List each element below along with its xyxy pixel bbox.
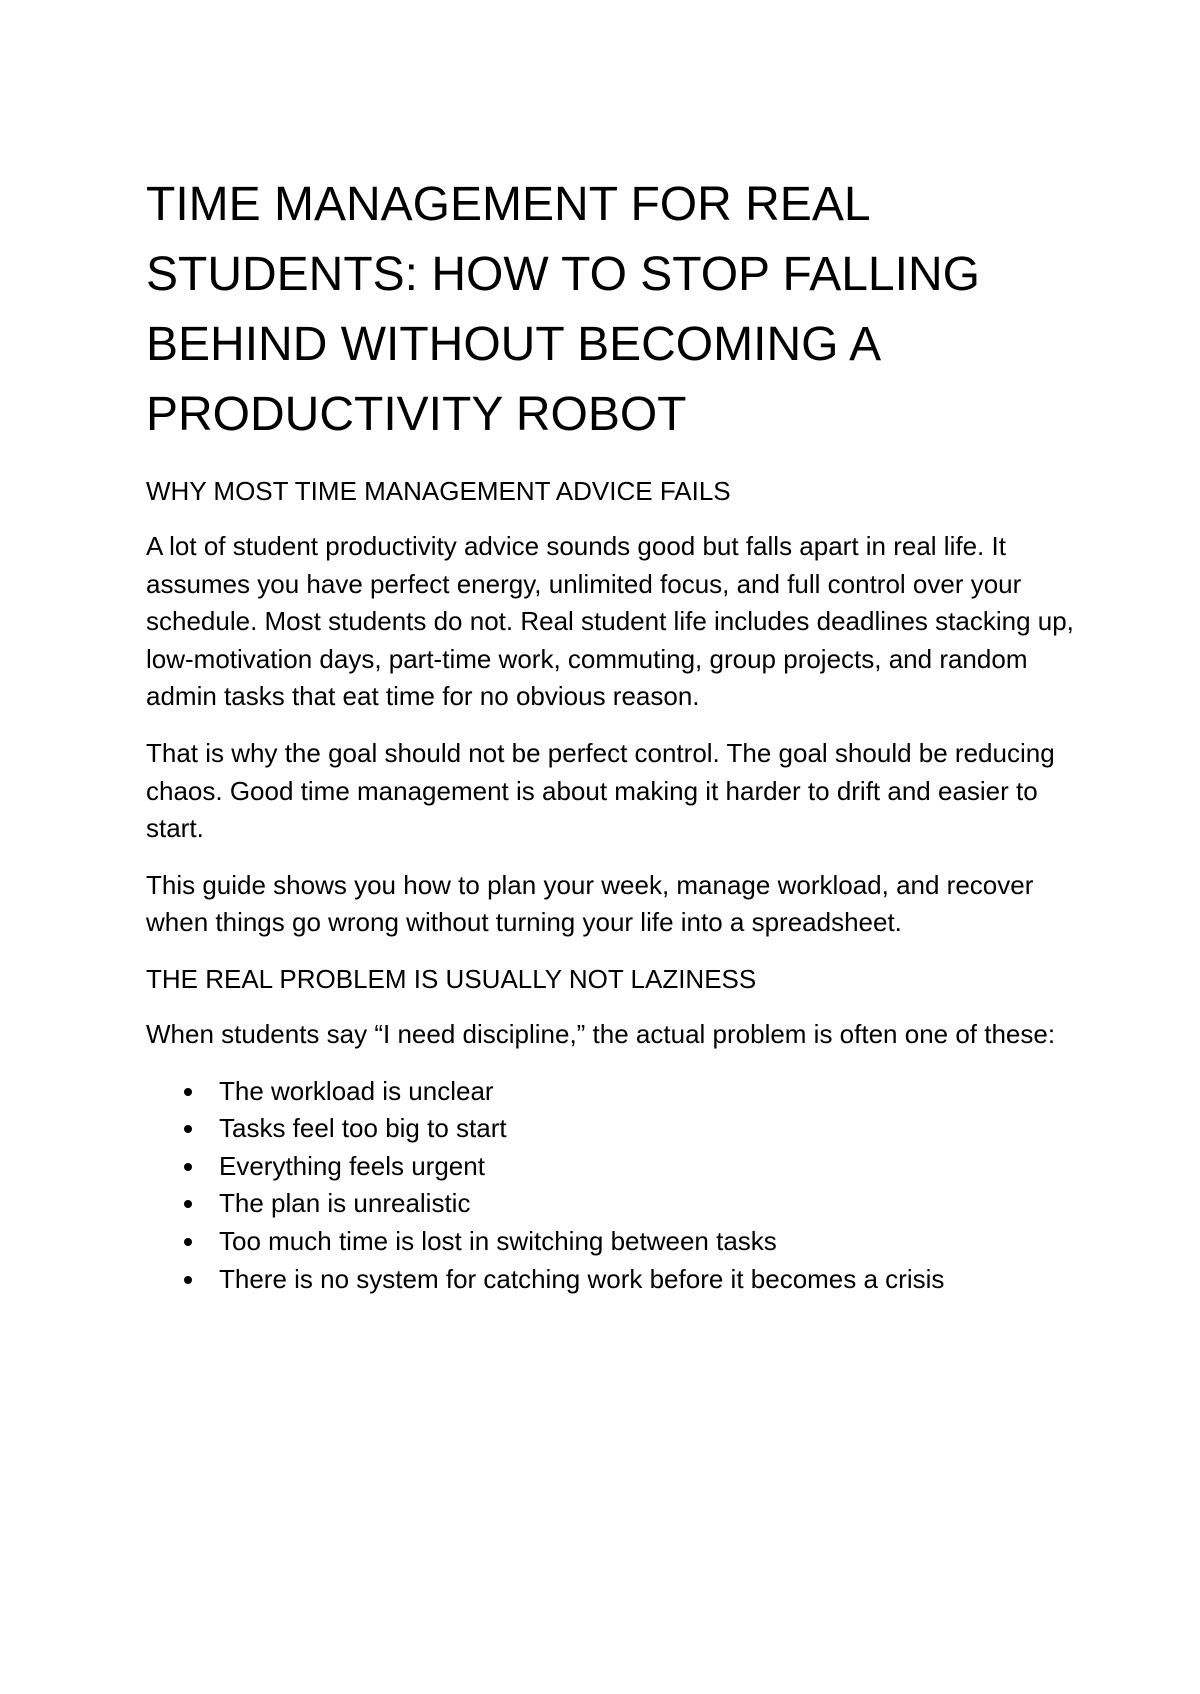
section-heading-real-problem: THE REAL PROBLEM IS USUALLY NOT LAZINESS [146,963,757,994]
section-heading-why-advice-fails: WHY MOST TIME MANAGEMENT ADVICE FAILS [146,476,731,506]
document-page [146,170,1076,1298]
problem-list [146,1073,1076,1299]
list-item [146,1073,1076,1111]
list-item-text: There is no system for catching work before it becomes a crisis [219,1263,945,1294]
list-item-text: Tasks feel too big to start [219,1113,507,1144]
paragraph: A lot of student productivity advice sounds good but falls apart in real life. It assumes you have perfect energy, unlimited focus, and full control over your schedule. Most students do not. Real student life includes deadlines stacking up, low-motivation days, part-time work, commuting, group projects, and random admin tasks that eat time for no obvious reason. [146,531,1074,712]
bullet-icon [184,1163,192,1171]
document-title: TIME MANAGEMENT FOR REAL STUDENTS: HOW TO STOP FALLING BEHIND WITHOUT BECOMING A PRODUCTIVITY ROBOT [146,178,980,441]
list-item [146,1261,1076,1299]
list-item-text: Too much time is lost in switching between tasks [219,1225,777,1256]
list-item [146,1185,1076,1223]
paragraph: That is why the goal should not be perfect control. The goal should be reducing chaos. Good time management is about making it harder to drift and easier to start. [146,737,1055,844]
paragraph: When students say “I need discipline,” the actual problem is often one of these: [146,1018,1056,1049]
list-item-text: The plan is unrealistic [219,1188,471,1219]
bullet-icon [184,1088,192,1096]
list-item [146,1110,1076,1148]
list-item-text: Everything feels urgent [219,1150,485,1181]
bullet-icon [184,1200,192,1208]
bullet-icon [184,1276,192,1284]
list-item [146,1223,1076,1261]
list-item [146,1148,1076,1186]
bullet-icon [184,1238,192,1246]
list-item-text: The workload is unclear [219,1075,494,1106]
paragraph: This guide shows you how to plan your week, manage workload, and recover when things go wrong without turning your life into a spreadsheet. [146,869,1034,938]
bullet-icon [184,1125,192,1133]
